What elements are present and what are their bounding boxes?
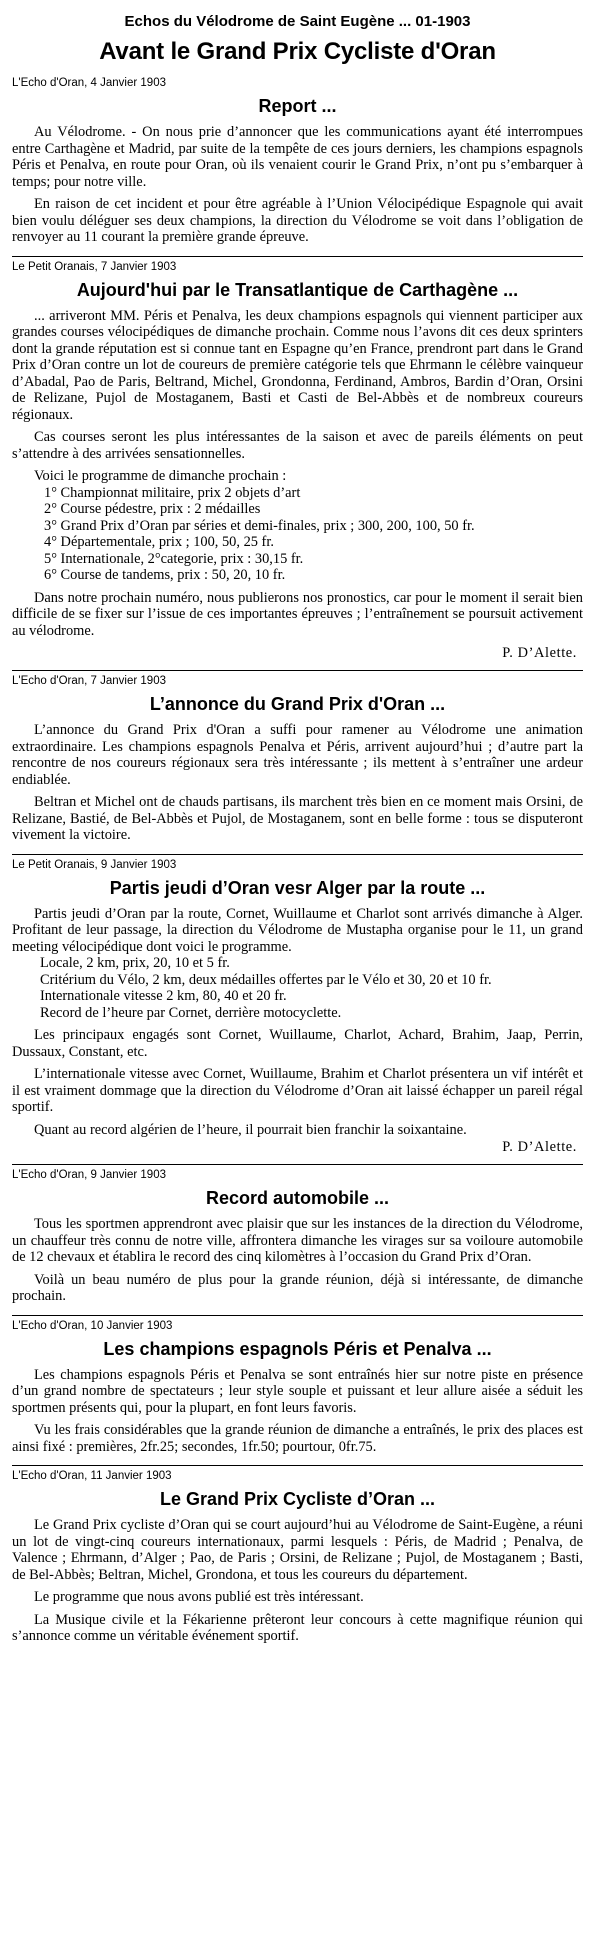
page-title: Avant le Grand Prix Cycliste d'Oran: [99, 38, 496, 65]
article-annonce: [12, 671, 583, 855]
article-source: L'Echo d'Oran, 10 Janvier 1903: [12, 1319, 173, 1332]
article-headline: Partis jeudi d’Oran vesr Alger par la route ...: [109, 877, 486, 898]
article-paragraph: Voici le programme de dimanche prochain :: [34, 468, 287, 484]
article-source: L'Echo d'Oran, 7 Janvier 1903: [12, 675, 166, 687]
article-source: Le Petit Oranais, 9 Janvier 1903: [12, 858, 177, 871]
article-alger: [12, 855, 583, 1166]
article-headline: Record automobile ...: [205, 1188, 390, 1208]
article-paragraph: Tous les sportmen apprendront avec plaisir que sur les instances de la direction du Vélodrome, un chauffeur très connu de notre ville, affrontera dimanche les virages sur sa voiloure automobile de 12 chevaux et établira le record des cinq kilomètres à l’occasion du Grand Prix d’Oran.: [12, 1216, 583, 1265]
article-paragraph: Les principaux engagés sont Cornet, Wuillaume, Charlot, Achard, Brahim, Jaap, Perrin, Dussaux, Constant, etc.: [12, 1027, 583, 1060]
article-paragraph: Le programme que nous avons publié est très intéressant.: [34, 1589, 364, 1605]
article-paragraph: Au Vélodrome. - On nous prie d’annoncer que les communications ayant été interrompues entre Carthagène et Madrid, par suite de la tempête de ces jours derniers, les champions espagnols Péris et Penalva, en route pour Oran, où ils venaient courir le Grand Prix, n’ont pu s’embarquer à temps; pour notre ville.: [12, 124, 583, 190]
article-source: L'Echo d'Oran, 4 Janvier 1903: [12, 77, 166, 89]
article-report: [12, 73, 583, 257]
article-source: Le Petit Oranais, 7 Janvier 1903: [12, 260, 177, 273]
article-paragraph: Beltran et Michel ont de chauds partisans, ils marchent très bien en ce moment mais Orsini, de Relizane, Bastié, de Bel-Abbès et Pujol, de Mostaganem, sont en belle forme : tous se disputeront vivement la victoire.: [12, 794, 583, 843]
program-item: Critérium du Vélo, 2 km, deux médailles offertes par le Vélo et 30, 20 et 10 fr.: [40, 971, 492, 988]
article-source: L'Echo d'Oran, 9 Janvier 1903: [12, 1169, 166, 1181]
article-source: L'Echo d'Oran, 11 Janvier 1903: [12, 1470, 172, 1482]
article-paragraph: Quant au record algérien de l’heure, il pourrait bien franchir la soixantaine.: [34, 1121, 467, 1138]
article-paragraph: Dans notre prochain numéro, nous publierons nos pronostics, car pour le moment il serait bien difficile de se fixer sur l’issue de ces importantes épreuves ; l’entraînement se poursuit activement au vélodrome.: [12, 589, 583, 639]
article-record-automobile: [12, 1165, 583, 1316]
article-paragraph: Cas courses seront les plus intéressantes de la saison et avec de pareils éléments on peut s’attendre à des arrivées sensationnelles.: [12, 429, 583, 462]
article-paragraph: En raison de cet incident et pour être agréable à l’Union Vélocipédique Espagnole qui avait bien voulu déléguer ses deux champions, la direction du Vélodrome se voit dans l’obligation de renvoyer au 11 courant la première grande épreuve.: [12, 196, 583, 245]
article-paragraph: L’annonce du Grand Prix d'Oran a suffi pour ramener au Vélodrome une animation extraordinaire. Les champions espagnols Penalva et Péris, arrivent aujourd’hui ; d’autre part la rencontre de nos coureurs régionaux sera très intéressante ; ils mettent à s’entraîner une ardeur endiablée.: [12, 722, 583, 788]
article-headline: Report ...: [258, 96, 337, 116]
article-paragraph: Vu les frais considérables que la grande réunion de dimanche a entraînés, le prix des places est ainsi fixé : premières, 2fr.25; secondes, 1fr.50; pourtour, 0fr.75.: [12, 1422, 583, 1455]
program-list: [12, 485, 583, 584]
program-item: 6° Course de tandems, prix : 50, 20, 10 fr.: [44, 567, 286, 583]
article-headline: L’annonce du Grand Prix d'Oran ...: [149, 694, 446, 714]
article-paragraph: ... arriveront MM. Péris et Penalva, les deux champions espagnols qui viennent participer aux grandes courses vélocipédiques de dimanche prochain. Comme nous l’avons dit ces deux sprinters dont la grande réputation est si connue tant en Espagne qu’en France, prendront part dans le Grand Prix d’Oran contre un lot de coureurs de première catégorie tels que Ehrmann le célèbre vainqueur d’Abadal, Pao de Paris, Beltrand, Michel, Grondonna, Ferdinand, Ambros, Bardin d’Oran, Orsini de Relizane, Pujol de Mostaganem, Basti et Casti de Bel-Abbès et de nombreux coureurs régionaux.: [12, 307, 583, 423]
article-paragraph: Voilà un beau numéro de plus pour la grande réunion, déjà si intéressante, de dimanche prochain.: [12, 1271, 583, 1304]
program-list: [12, 955, 583, 1021]
program-item: 3° Grand Prix d’Oran par séries et demi-finales, prix ; 300, 200, 100, 50 fr.: [44, 517, 475, 534]
program-item: 2° Course pédestre, prix : 2 médailles: [44, 501, 261, 517]
page-supertitle: Echos du Vélodrome de Saint Eugène ... 01-1903: [124, 13, 471, 30]
article-signature: P. D’Alette.: [502, 645, 577, 661]
article-grand-prix: [12, 1466, 583, 1655]
article-paragraph: Partis jeudi d’Oran par la route, Cornet, Wuillaume et Charlot sont arrivés dimanche à Alger. Profitant de leur passage, la direction du Vélodrome de Mustapha organise pour le 11, un grand meeting vélocipédique dont voici le programme.: [12, 905, 583, 955]
article-paragraph: La Musique civile et la Fékarienne prêteront leur concours à cette magnifique réunion qui s’annonce comme un véritable événement sportif.: [12, 1611, 583, 1644]
program-item: Locale, 2 km, prix, 20, 10 et 5 fr.: [40, 955, 230, 971]
program-item: Internationale vitesse 2 km, 80, 40 et 20 fr.: [40, 988, 287, 1004]
program-item: Record de l’heure par Cornet, derrière motocyclette.: [40, 1004, 342, 1021]
article-signature: P. D’Alette.: [502, 1139, 577, 1155]
article-headline: Les champions espagnols Péris et Penalva ...: [103, 1338, 492, 1359]
article-paragraph: L’internationale vitesse avec Cornet, Wuillaume, Brahim et Charlot présentera un vif intérêt et il est vraiment dommage que la direction du Vélodrome d’Oran ait laissé échapper un pareil régal sportif.: [12, 1066, 583, 1115]
article-paragraph: Les champions espagnols Péris et Penalva se sont entraînés hier sur notre piste en présence d’un grand nombre de spectateurs ; leur style souple et puissant et leur allure aisée a séduit les sportmen présents qui, pour la plupart, en font leurs favoris.: [12, 1366, 583, 1416]
program-item: 4° Départementale, prix ; 100, 50, 25 fr.: [44, 534, 274, 550]
article-headline: Le Grand Prix Cycliste d’Oran ...: [159, 1489, 436, 1509]
program-item: 1° Championnat militaire, prix 2 objets d’art: [44, 484, 301, 501]
article-paragraph: Le Grand Prix cycliste d’Oran qui se court aujourd’hui au Vélodrome de Saint-Eugène, a réuni un lot de vingt-cinq coureurs internationaux, parmi lesquels : Péris, de Madrid ; Penalva, de Valence ; Ehrmann, d’Alger ; Pao, de Paris ; Orsini, de Relizane ; Pujol, de Mostaganem ; Basti, de Bel-Abbès; Beltran, Michel, Grondona, et tous les coureurs du département.: [12, 1517, 583, 1583]
program-item: 5° Internationale, 2°categorie, prix : 30,15 fr.: [44, 550, 304, 567]
article-headline: Aujourd'hui par le Transatlantique de Carthagène ...: [76, 279, 519, 300]
article-champions: [12, 1316, 583, 1467]
article-transatlantique: [12, 257, 583, 672]
